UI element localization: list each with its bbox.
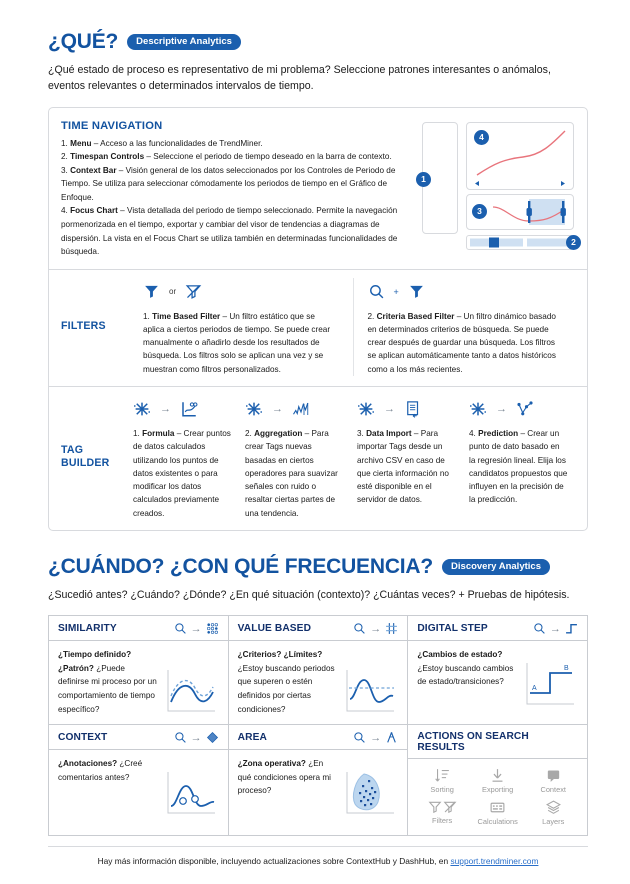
discovery-card-actions xyxy=(408,725,587,835)
timespan-slider-icon xyxy=(467,236,571,249)
discovery-card-digital-step[interactable] xyxy=(408,616,587,724)
actions-grid xyxy=(408,759,587,835)
filter-icon xyxy=(143,283,160,300)
card-title-digital-step: DIGITAL STEP xyxy=(417,623,488,635)
tag-builder-description-data-import: 3. Data Import – Para importar Tags desde un archivo CSV en caso de que cierta información no esté disponible en el servidor de datos. xyxy=(357,429,449,505)
list-item: 3. Context Bar – Visión general de los datos seleccionados por los Controles de Periodo de Tiempo. Se utiliza para seleccionar cómodamente los periodos de tiempo en el Gráfico de Enfoque. xyxy=(61,165,396,202)
tag-builder-column-data-import xyxy=(353,395,465,520)
search-icon xyxy=(174,731,187,744)
card-question-primary: ¿Anotaciones? xyxy=(58,759,118,769)
discovery-card-value-based[interactable] xyxy=(229,616,409,724)
action-label: Filters xyxy=(432,816,453,826)
callout-3: 3 xyxy=(472,204,487,219)
tag-builder-row xyxy=(49,386,587,530)
action-label: Sorting xyxy=(430,785,454,795)
area-thumb xyxy=(342,757,398,818)
download-icon xyxy=(489,767,506,784)
tag-builder-description-aggregation: 2. Aggregation – Para crear Tags nuevas basadas en ciertos operadores para suavizar señales con ruido o resaltar ciertas partes de una tendencia. xyxy=(245,429,338,518)
descriptive-subtitle: ¿Qué estado de proceso es representativo de mi problema? Seleccione patrones interesantes o anómalos, eventos relevantes o determinados intervalos de tiempo. xyxy=(48,64,551,93)
action-layers[interactable] xyxy=(525,799,581,827)
formula-chart-icon xyxy=(180,400,198,418)
discovery-title: ¿CUÁNDO? ¿CON QUÉ FRECUENCIA? xyxy=(48,554,434,578)
value-based-thumb xyxy=(342,648,398,716)
callout-2: 2 xyxy=(566,235,581,250)
card-question-primary: ¿Zona operativa? xyxy=(237,759,306,769)
filter-column-criteria-based xyxy=(354,278,578,376)
arrow-right-icon: → xyxy=(549,622,562,635)
thumb-label-b: B xyxy=(564,665,569,673)
focus-chart-graphic xyxy=(466,122,574,190)
status-badge-descriptive: Descriptive Analytics xyxy=(127,34,241,51)
card-title-context: CONTEXT xyxy=(58,732,108,744)
action-calculations[interactable] xyxy=(470,799,526,827)
action-sorting[interactable] xyxy=(414,767,470,795)
aggregation-icon xyxy=(292,400,310,418)
arrow-right-icon: → xyxy=(190,622,202,635)
action-exporting[interactable] xyxy=(470,767,526,795)
footer xyxy=(48,846,588,866)
digital-step-chart-icon xyxy=(522,659,576,709)
area-scatter-icon xyxy=(342,768,396,818)
tag-builder-icon xyxy=(133,400,151,418)
step-icon xyxy=(565,622,578,635)
filter-icon xyxy=(428,799,442,815)
context-chart-icon xyxy=(163,768,217,818)
similarity-chart-icon xyxy=(163,666,217,716)
tag-builder-label: TAG BUILDER xyxy=(61,444,110,470)
plus-label: + xyxy=(393,286,399,297)
card-question-secondary: ¿Estoy buscando periodos que superen o estén definidos por ciertas condiciones? xyxy=(237,663,335,714)
action-label: Calculations xyxy=(477,817,518,827)
discovery-grid xyxy=(48,615,588,836)
card-title-area: AREA xyxy=(237,732,267,744)
layers-icon xyxy=(545,799,562,816)
search-icon xyxy=(353,622,366,635)
tag-builder-column-prediction xyxy=(465,395,577,520)
search-icon xyxy=(353,731,366,744)
card-title-actions: ACTIONS ON SEARCH RESULTS xyxy=(417,731,529,754)
compass-icon xyxy=(385,731,398,744)
table-row xyxy=(49,616,587,724)
arrow-right-icon: → xyxy=(370,622,382,635)
callout-4: 4 xyxy=(474,130,489,145)
descriptive-card xyxy=(48,107,588,531)
filter-icon xyxy=(408,283,425,300)
calculator-icon xyxy=(489,799,506,816)
action-label: Context xyxy=(540,785,566,795)
time-navigation-diagram xyxy=(422,120,577,259)
digital-step-thumb xyxy=(522,648,578,709)
prediction-icon xyxy=(516,400,534,418)
support-link[interactable]: support.trendminer.com xyxy=(450,856,539,866)
status-badge-discovery: Discovery Analytics xyxy=(442,559,550,576)
thumb-label-a: A xyxy=(532,685,537,693)
action-filters[interactable] xyxy=(414,799,470,827)
value-based-chart-icon xyxy=(342,666,396,716)
discovery-subtitle: ¿Sucedió antes? ¿Cuándo? ¿Dónde? ¿En qué situación (contexto)? ¿Cuántas veces? + Pruebas de hipótesis. xyxy=(48,588,570,601)
filter-description-time-based: 1. Time Based Filter – Un filtro estático que se aplica a ciertos periodos de tiempo. Se puede crear manualmente o añadirlo desde los resultados de búsqueda. Los filtros solo se aplican una vez y se muestran como filtros personalizados. xyxy=(143,311,331,374)
comment-icon xyxy=(545,767,562,784)
filters-row xyxy=(49,269,587,386)
card-title-similarity: SIMILARITY xyxy=(58,623,117,635)
arrow-right-icon: → xyxy=(370,731,382,744)
card-question-secondary: ¿En qué condiciones opera mi proceso? xyxy=(237,759,331,796)
action-context[interactable] xyxy=(525,767,581,795)
filter-off-icon xyxy=(185,283,202,300)
discovery-card-similarity[interactable] xyxy=(49,616,229,724)
card-question-primary: ¿Cambios de estado? xyxy=(417,650,503,660)
filter-off-icon xyxy=(443,799,457,815)
list-item: 4. Focus Chart – Vista detallada del periodo de tiempo seleccionado. Permite la navegación pormenorizada en el tiempo, exportar y cambiar del visor de tendencias a diagramas de dispersión. La vista en el Focus Chart se utiliza también en determinadas funcionalidades de búsqueda. xyxy=(61,206,398,257)
list-item: 1. Menu – Acceso a las funcionalidades de TrendMiner. xyxy=(61,138,263,148)
filters-label: FILTERS xyxy=(61,320,106,333)
table-row xyxy=(49,724,587,835)
arrow-right-icon: → xyxy=(272,403,283,415)
arrow-right-icon: → xyxy=(496,403,507,415)
card-title-value-based: VALUE BASED xyxy=(237,623,312,635)
time-navigation-heading: TIME NAVIGATION xyxy=(61,119,163,132)
card-question-secondary: ¿Puede definirse mi proceso por un comportamiento de tiempo específico? xyxy=(58,663,157,714)
data-import-icon xyxy=(404,400,422,418)
tag-builder-description-prediction: 4. Prediction – Crear un punto de dato basado en la regresión lineal. Elija los candidatos propuestos que influyen en la precisión de la predicción. xyxy=(469,429,568,505)
card-question-primary: ¿Tiempo definido? ¿Patrón? xyxy=(58,650,132,673)
discovery-card-area[interactable] xyxy=(229,725,409,835)
action-label: Exporting xyxy=(482,785,514,795)
context-thumb xyxy=(163,757,219,818)
menu-panel-graphic xyxy=(422,122,458,234)
time-navigation-list xyxy=(61,137,412,259)
context-bar-graphic xyxy=(466,194,574,230)
filter-description-criteria-based: 2. Criteria Based Filter – Un filtro dinámico basado en determinados criterios de búsqueda. Se puede crear después de guardar una búsqueda. Los filtros se aplican automáticamente tanto a datos históricos como a los más recientes. xyxy=(367,311,556,374)
card-question-primary: ¿Criterios? ¿Límites? xyxy=(237,650,323,660)
sort-icon xyxy=(434,767,451,784)
tag-builder-icon xyxy=(357,400,375,418)
tag-builder-column-aggregation xyxy=(241,395,353,520)
discovery-section-header xyxy=(0,555,630,579)
dot-matrix-icon xyxy=(206,622,219,635)
search-icon xyxy=(174,622,187,635)
card-question-secondary: ¿Creé comentarios antes? xyxy=(58,759,143,782)
action-label: Layers xyxy=(542,817,565,827)
arrow-right-icon: → xyxy=(384,403,395,415)
tag-builder-column-formula xyxy=(129,395,241,520)
tag-builder-icon xyxy=(469,400,487,418)
callout-1: 1 xyxy=(416,172,431,187)
page-title: ¿QUÉ? xyxy=(48,30,119,53)
search-icon xyxy=(368,283,385,300)
footer-text: Hay más información disponible, incluyendo actualizaciones sobre ContextHub y DashHub, en xyxy=(97,856,451,866)
list-item: 2. Timespan Controls – Seleccione el periodo de tiempo deseado en la barra de contexto. xyxy=(61,152,392,162)
arrow-right-icon: → xyxy=(160,403,171,415)
arrow-right-icon: → xyxy=(190,731,202,744)
timespan-controls-graphic xyxy=(466,235,574,250)
or-label: or xyxy=(169,287,177,297)
grid-cross-icon xyxy=(385,622,398,635)
tag-builder-icon xyxy=(245,400,263,418)
tag-builder-description-formula: 1. Formula – Crear puntos de datos calculados utilizando los puntos de datos existentes o para modificar los datos calculados previamente creados. xyxy=(133,429,231,518)
diamond-icon xyxy=(206,731,219,744)
similarity-thumb xyxy=(163,648,219,716)
card-question-secondary: ¿Estoy buscando cambios de estado/transiciones? xyxy=(417,663,514,687)
discovery-card-context[interactable] xyxy=(49,725,229,835)
time-navigation-row xyxy=(49,108,587,269)
search-icon xyxy=(533,622,546,635)
descriptive-section-header xyxy=(0,30,630,54)
filter-column-time-based xyxy=(129,278,354,376)
